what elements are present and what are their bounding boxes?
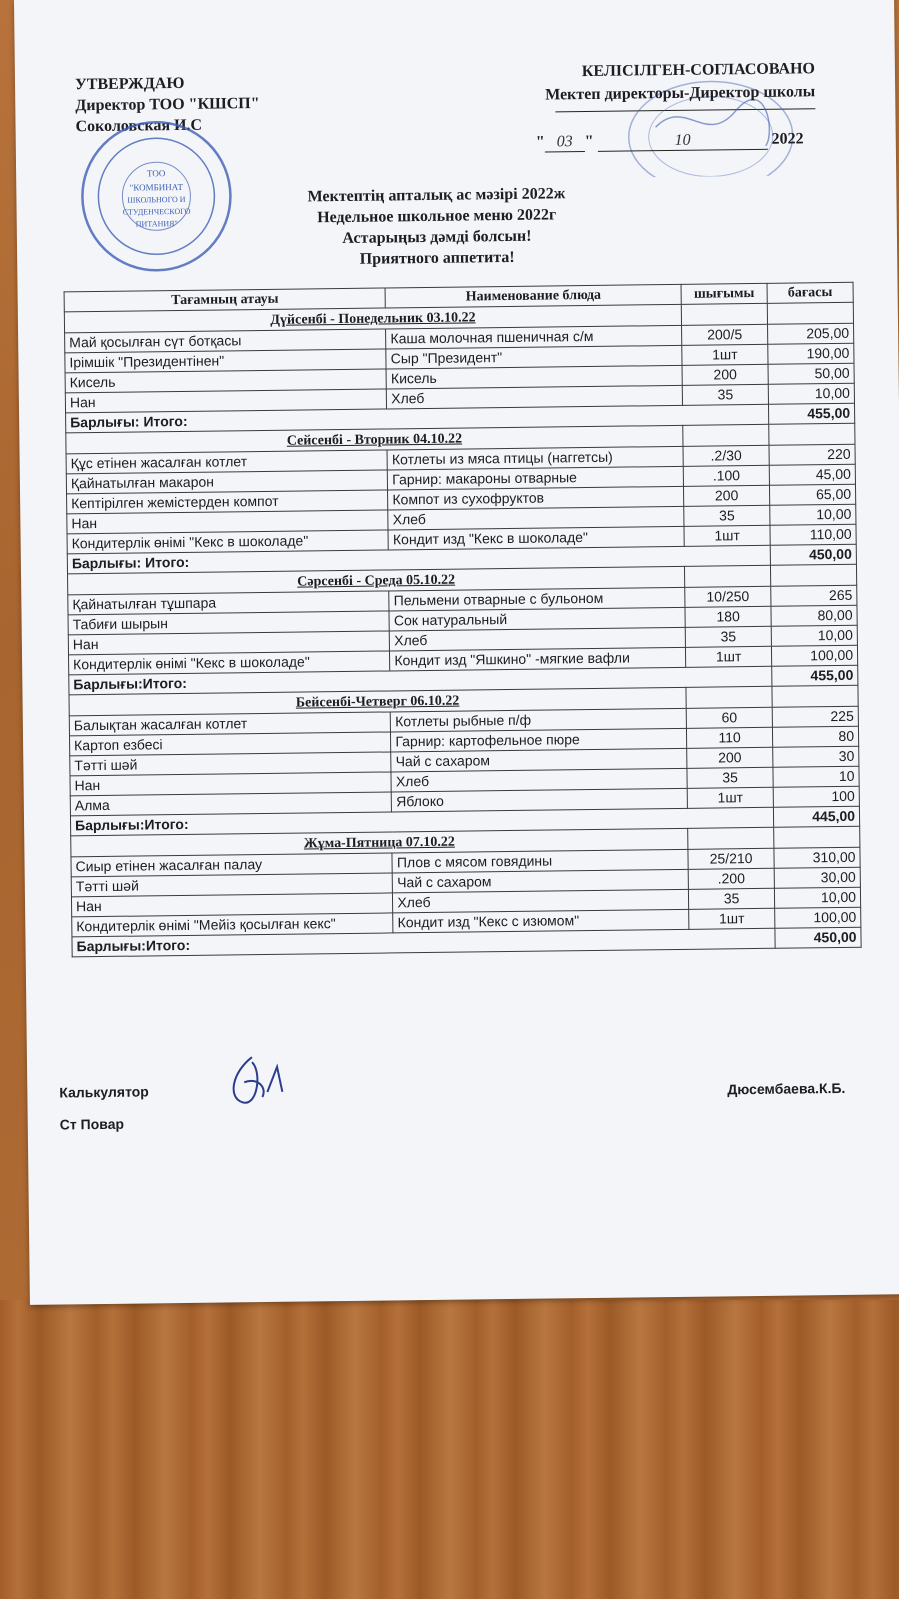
svg-text:ПИТАНИЯ": ПИТАНИЯ" xyxy=(135,219,178,229)
total-value: 450,00 xyxy=(775,927,861,948)
dish-yield: 35 xyxy=(684,505,770,526)
day-name: Дүйсенбі - Понедельник 03.10.22 xyxy=(270,310,476,328)
dish-name-ru: Сок натуральный xyxy=(389,607,685,631)
dish-price: 30,00 xyxy=(774,867,860,888)
dish-name-kz: Табиғи шырын xyxy=(68,611,390,635)
dish-yield: 110 xyxy=(687,727,773,748)
svg-text:ТОО: ТОО xyxy=(146,168,166,179)
empty-cell xyxy=(770,564,856,586)
dish-price: 100,00 xyxy=(771,645,857,666)
dish-price: 80,00 xyxy=(771,605,857,626)
dish-name-kz: Кондитерлік өнімі "Кекс в шоколаде" xyxy=(69,651,391,675)
svg-text:ШКОЛЬНОГО И: ШКОЛЬНОГО И xyxy=(127,194,186,205)
dish-price: 30 xyxy=(773,746,859,767)
calculator-signature xyxy=(222,1052,293,1113)
dish-name-kz: Алма xyxy=(70,792,392,816)
dish-yield: 35 xyxy=(685,626,771,647)
date-month: 10 xyxy=(597,131,767,152)
dish-name-ru: Каша молочная пшеничная с/м xyxy=(386,325,682,349)
dish-name-ru: Кондит изд "Кекс с изюмом" xyxy=(393,909,689,933)
col-header-name-kz: Тағамның атауы xyxy=(64,288,386,312)
dish-price: 45,00 xyxy=(769,464,855,485)
dish-name-kz: Нан xyxy=(68,631,390,655)
dish-price: 10,00 xyxy=(768,383,854,404)
dish-name-kz: Нан xyxy=(67,510,389,534)
dish-name-ru: Хлеб xyxy=(388,506,684,530)
total-label: Барлығы: Итого: xyxy=(67,545,770,574)
dish-name-ru: Кондит изд "Кекс в шоколаде" xyxy=(388,526,684,550)
total-value: 455,00 xyxy=(769,403,855,424)
total-label: Барлығы:Итого: xyxy=(70,807,773,836)
dish-name-ru: Хлеб xyxy=(387,385,683,409)
agreement-date: " 03 " 10 2022 xyxy=(535,130,804,151)
dish-name-ru: Хлеб xyxy=(391,768,687,792)
approval-position: Директор ТОО "КШСП" xyxy=(75,95,260,115)
dish-name-kz: Қайнатылған макарон xyxy=(66,470,388,494)
dish-yield: 25/210 xyxy=(688,848,774,869)
dish-yield: 1шт xyxy=(689,908,775,929)
dish-yield: 60 xyxy=(686,707,772,728)
dish-name-ru: Кисель xyxy=(386,365,682,389)
dish-price: 110,00 xyxy=(770,524,856,545)
dish-name-kz: Тәтті шәй xyxy=(71,873,393,897)
dish-name-kz: Картоп езбесі xyxy=(69,732,391,756)
empty-cell xyxy=(772,685,858,707)
empty-cell xyxy=(686,686,772,708)
dish-name-kz: Май қосылған сүт ботқасы xyxy=(65,329,387,353)
dish-name-kz: Құс етінен жасалған котлет xyxy=(66,450,388,474)
chef-label: Ст Повар xyxy=(59,1115,125,1133)
dish-name-ru: Чай с сахаром xyxy=(391,748,687,772)
dish-name-ru: Гарнир: картофельное пюре xyxy=(391,728,687,752)
dish-name-ru: Хлеб xyxy=(393,889,689,913)
empty-cell xyxy=(769,423,855,445)
dish-price: 10,00 xyxy=(774,887,860,908)
signer-name: Дюсембаева.К.Б. xyxy=(727,1079,846,1098)
dish-name-kz: Нан xyxy=(71,893,393,917)
dish-name-kz: Кисель xyxy=(65,369,387,393)
dish-yield: 35 xyxy=(688,888,774,909)
dish-yield: 1шт xyxy=(682,344,768,365)
dish-name-kz: Кондитерлік өнімі "Кекс в шоколаде" xyxy=(67,530,389,554)
day-name: Жұма-Пятница 07.10.22 xyxy=(303,834,455,852)
round-seal-stamp xyxy=(75,115,237,277)
dish-name-kz: Нан xyxy=(65,389,387,413)
dish-price: 205,00 xyxy=(768,323,854,344)
dish-name-kz: Қайнатылған тұшпара xyxy=(68,591,390,615)
dish-name-kz: Нан xyxy=(70,772,392,796)
dish-price: 65,00 xyxy=(770,484,856,505)
dish-yield: 200 xyxy=(687,747,773,768)
dish-price: 220 xyxy=(769,444,855,465)
col-header-price: бағасы xyxy=(767,282,853,303)
dish-price: 225 xyxy=(772,706,858,727)
dish-price: 100,00 xyxy=(775,907,861,928)
greeting-russian: Приятного аппетита! xyxy=(359,248,515,268)
title-kazakh: Мектептің апталық ас мәзірі 2022ж xyxy=(307,185,566,206)
dish-price: 10,00 xyxy=(770,504,856,525)
date-year: 2022 xyxy=(771,130,804,148)
dish-yield: .200 xyxy=(688,868,774,889)
dish-name-ru: Плов с мясом говядины xyxy=(392,849,688,873)
dish-price: 10 xyxy=(773,766,859,787)
dish-yield: 200/5 xyxy=(682,324,768,345)
agreement-position: Мектеп директоры-Директор школы xyxy=(545,83,816,104)
svg-text:СТУДЕНЧЕСКОГО: СТУДЕНЧЕСКОГО xyxy=(122,206,191,217)
dish-yield: 35 xyxy=(687,767,773,788)
empty-cell xyxy=(681,303,767,325)
empty-cell xyxy=(683,424,769,446)
day-name: Бейсенбі-Четверг 06.10.22 xyxy=(295,693,460,711)
dish-yield: 180 xyxy=(685,606,771,627)
dish-price: 10,00 xyxy=(771,625,857,646)
date-day: 03 xyxy=(545,133,585,152)
day-name: Сәрсенбі - Среда 05.10.22 xyxy=(297,572,456,590)
total-value: 450,00 xyxy=(770,544,856,565)
dish-yield: 200 xyxy=(684,485,770,506)
dish-name-ru: Котлеты рыбные п/ф xyxy=(391,708,687,732)
total-value: 445,00 xyxy=(773,806,859,827)
dish-name-kz: Балықтан жасалған котлет xyxy=(69,712,391,736)
total-value: 455,00 xyxy=(772,665,858,686)
approval-name: Соколовская И.С xyxy=(75,116,203,136)
total-label: Барлығы:Итого: xyxy=(69,666,772,695)
wooden-table-surface xyxy=(0,1300,899,1599)
menu-table-body xyxy=(64,302,861,957)
greeting-kazakh: Астарыңыз дәмді болсын! xyxy=(342,227,532,248)
dish-yield: 200 xyxy=(682,364,768,385)
dish-price: 80 xyxy=(772,726,858,747)
dish-yield: 35 xyxy=(682,384,768,405)
total-label: Барлығы: Итого: xyxy=(66,404,769,433)
dish-name-ru: Яблоко xyxy=(392,788,688,812)
agreement-block xyxy=(515,57,816,107)
dish-yield: 1шт xyxy=(686,646,772,667)
dish-name-ru: Чай с сахаром xyxy=(393,869,689,893)
menu-title xyxy=(236,182,637,271)
dish-name-ru: Котлеты из мяса птицы (наггетсы) xyxy=(387,446,683,470)
empty-cell xyxy=(767,302,853,324)
menu-document xyxy=(14,0,899,1305)
dish-yield: 10/250 xyxy=(685,586,771,607)
dish-name-ru: Кондит изд "Яшкино" -мягкие вафли xyxy=(390,647,686,671)
dish-name-kz: Кондитерлік өнімі "Мейіз қосылған кекс" xyxy=(72,913,394,937)
dish-name-ru: Хлеб xyxy=(390,627,686,651)
dish-name-kz: Сиыр етінен жасалған палау xyxy=(71,853,393,877)
dish-yield: .2/30 xyxy=(683,445,769,466)
dish-price: 50,00 xyxy=(768,363,854,384)
dish-price: 190,00 xyxy=(768,343,854,364)
dish-price: 265 xyxy=(771,585,857,606)
col-header-yield: шығымы xyxy=(681,283,767,304)
col-header-name-ru: Наименование блюда xyxy=(385,284,681,308)
dish-name-ru: Гарнир: макароны отварные xyxy=(388,466,684,490)
total-label: Барлығы:Итого: xyxy=(72,928,775,957)
dish-price: 100 xyxy=(773,786,859,807)
empty-cell xyxy=(774,826,860,848)
dish-name-kz: Тәтті шәй xyxy=(70,752,392,776)
dish-yield: 1шт xyxy=(684,525,770,546)
dish-yield: 1шт xyxy=(687,787,773,808)
empty-cell xyxy=(685,565,771,587)
dish-name-ru: Пельмени отварные с бульоном xyxy=(389,587,685,611)
svg-text:"КОМБИНАТ: "КОМБИНАТ xyxy=(129,181,184,193)
empty-cell xyxy=(688,827,774,849)
dish-price: 310,00 xyxy=(774,847,860,868)
dish-name-kz: Ірімшік "Президентінен" xyxy=(65,349,387,373)
approval-title: УТВЕРЖДАЮ xyxy=(74,74,185,94)
agreement-title: КЕЛІСІЛГЕН-СОГЛАСОВАНО xyxy=(581,60,816,81)
dish-name-ru: Сыр "Президент" xyxy=(386,345,682,369)
calculator-label: Калькулятор xyxy=(59,1083,149,1101)
dish-yield: .100 xyxy=(683,465,769,486)
day-name: Сейсенбі - Вторник 04.10.22 xyxy=(286,431,463,449)
dish-name-ru: Компот из сухофруктов xyxy=(388,486,684,510)
title-russian: Недельное школьное меню 2022г xyxy=(317,206,557,227)
menu-table xyxy=(64,282,862,958)
dish-name-kz: Кептірілген жемістерден компот xyxy=(67,490,389,514)
